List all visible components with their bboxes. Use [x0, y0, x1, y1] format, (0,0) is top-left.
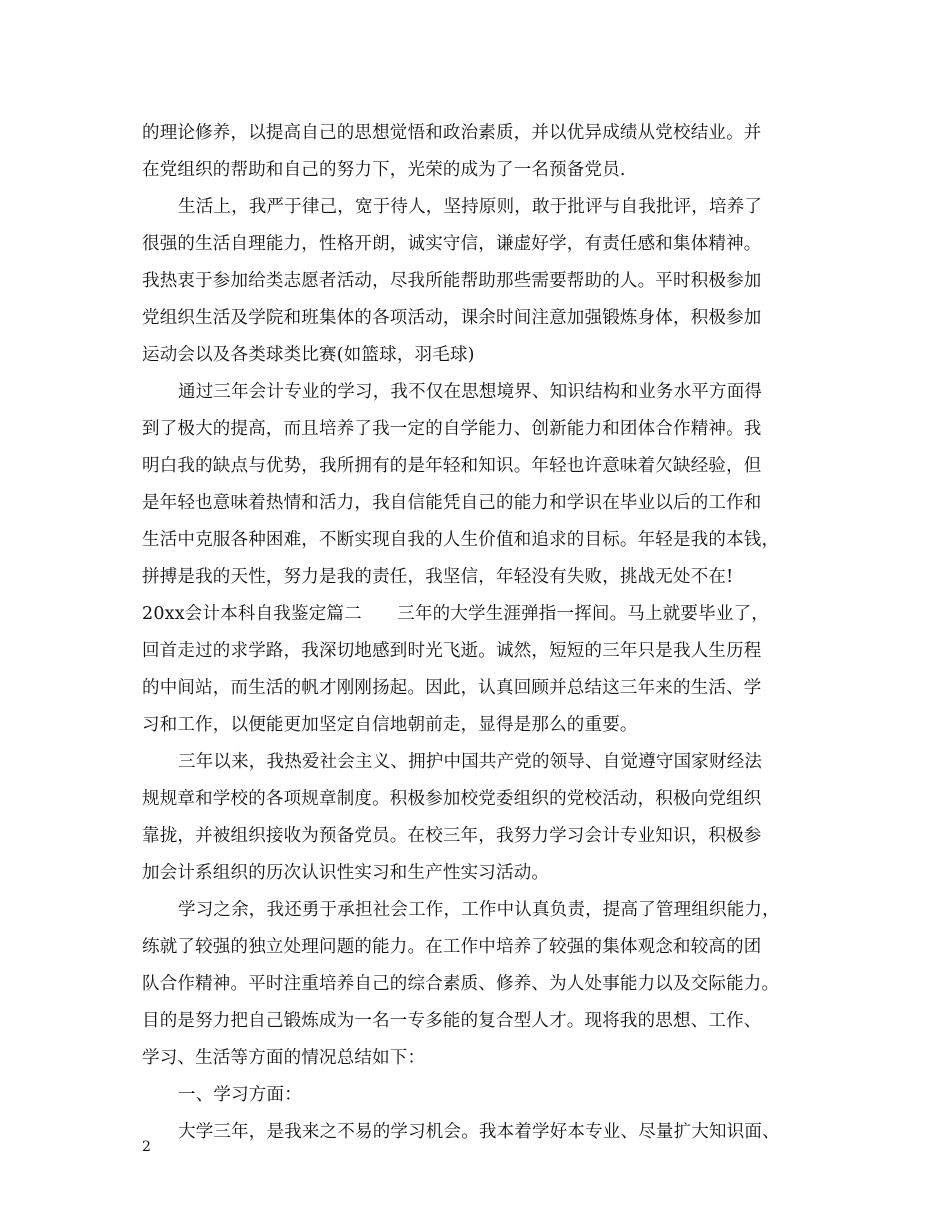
text-line: 在党组织的帮助和自己的努力下，光荣的成为了一名预备党员. [142, 160, 626, 180]
text-line: 学习之余，我还勇于承担社会工作，工作中认真负责，提高了管理组织能力， [178, 900, 780, 920]
subheading-line: 一、学习方面： [178, 1085, 302, 1105]
text-line: 运动会以及各类球类比赛(如篮球，羽毛球) [142, 345, 475, 365]
text-line: 目的是努力把自己锻炼成为一名一专多能的复合型人才。现将我的思想、工作、 [142, 1011, 762, 1031]
text-line: 生活上，我严于律己，宽于待人，坚持原则，敢于批评与自我批评，培养了 [178, 197, 763, 217]
text-line: 到了极大的提高，而且培养了我一定的自学能力、创新能力和团体合作精神。我 [142, 419, 762, 439]
text-line: 的理论修养，以提高自己的思想觉悟和政治素质，并以优异成绩从党校结业。并 [142, 123, 762, 143]
text-line: 练就了较强的独立处理问题的能力。在工作中培养了较强的集体观念和较高的团 [142, 937, 762, 957]
text-line: 三年以来，我热爱社会主义、拥护中国共产党的领导、自觉遵守国家财经法 [178, 752, 763, 772]
text-line: 回首走过的求学路，我深切地感到时光飞逝。诚然，短短的三年只是我人生历程 [142, 641, 762, 661]
text-line: 明白我的缺点与优势，我所拥有的是年轻和知识。年轻也许意味着欠缺经验，但 [142, 456, 762, 476]
text-line: 大学三年，是我来之不易的学习机会。我本着学好本专业、尽量扩大知识面、 [178, 1122, 780, 1142]
text-line: 靠拢，并被组织接收为预备党员。在校三年，我努力学习会计专业知识，积极参 [142, 826, 762, 846]
text-line: 规规章和学校的各项规章制度。积极参加校党委组织的党校活动，积极向党组织 [142, 789, 762, 809]
text-line: 是年轻也意味着热情和活力，我自信能凭自己的能力和学识在毕业以后的工作和 [142, 493, 762, 513]
text-line: 队合作精神。平时注重培养自己的综合素质、修养、为人处事能力以及交际能力。 [142, 974, 780, 994]
text-line: 拼搏是我的天性，努力是我的责任，我坚信，年轻没有失败，挑战无处不在! [142, 567, 734, 587]
text-line: 我热衷于参加给类志愿者活动，尽我所能帮助那些需要帮助的人。平时积极参加 [142, 271, 762, 291]
text-line: 很强的生活自理能力，性格开朗，诚实守信，谦虚好学，有责任感和集体精神。 [142, 234, 762, 254]
text-line: 习和工作，以便能更加坚定自信地朝前走，显得是那么的重要。 [142, 715, 638, 735]
text-line: 通过三年会计专业的学习，我不仅在思想境界、知识结构和业务水平方面得 [178, 382, 763, 402]
page-number: 2 [142, 1139, 151, 1155]
text-line: 生活中克服各种困难，不断实现自我的人生价值和追求的目标。年轻是我的本钱， [142, 530, 780, 550]
text-line: 加会计系组织的历次认识性实习和生产性实习活动。 [142, 863, 550, 883]
body-text [142, 115, 822, 1151]
text-line: 的中间站，而生活的帆才刚刚扬起。因此，认真回顾并总结这三年来的生活、学 [142, 678, 762, 698]
text-line: 党组织生活及学院和班集体的各项活动，课余时间注意加强锻炼身体，积极参加 [142, 308, 762, 328]
section-heading-line: 20xx会计本科自我鉴定篇二 三年的大学生涯弹指一挥间。马上就要毕业了， [142, 604, 769, 624]
text-line: 学习、生活等方面的情况总结如下： [142, 1048, 426, 1068]
